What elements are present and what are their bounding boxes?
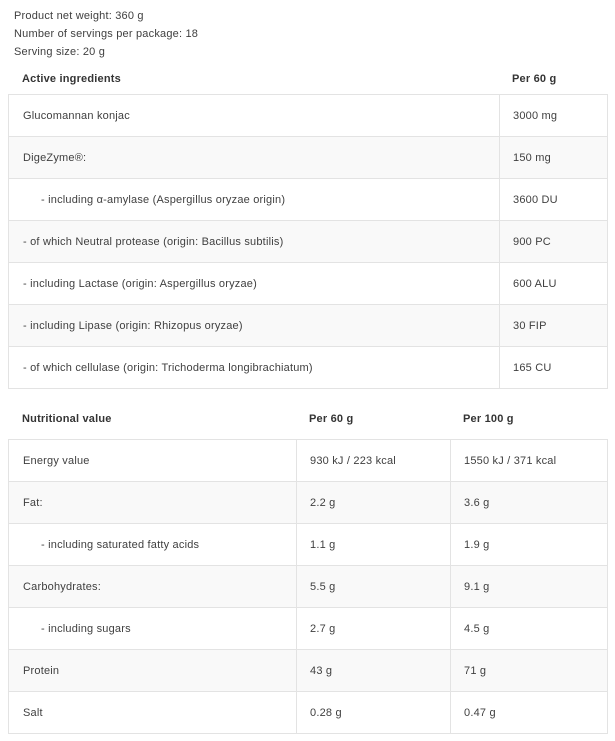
nutrient-value: 4.5 g	[450, 608, 607, 649]
ingredient-value: 30 FIP	[499, 305, 607, 346]
table-row	[9, 566, 607, 608]
ingredient-label: - of which cellulase (origin: Trichoderma longibrachiatum)	[23, 361, 313, 374]
table-row	[9, 179, 607, 221]
active-ingredients-header	[8, 73, 615, 86]
nutritional-value-col-per100: Per 100 g	[463, 413, 514, 425]
ingredient-value: 900 PC	[499, 221, 607, 262]
product-net-weight: Product net weight: 360 g	[14, 10, 144, 22]
nutrient-label: - including saturated fatty acids	[41, 538, 200, 551]
table-row	[9, 137, 607, 179]
nutrient-value: 71 g	[450, 650, 607, 691]
table-row	[9, 482, 607, 524]
nutrient-label: - including sugars	[41, 622, 131, 635]
nutrient-value: 2.2 g	[296, 482, 450, 523]
nutrient-value: 9.1 g	[450, 566, 607, 607]
nutrient-value: 1550 kJ / 371 kcal	[450, 440, 607, 481]
table-row	[9, 692, 607, 733]
nutrient-label: Fat:	[23, 496, 43, 509]
table-row	[9, 221, 607, 263]
ingredient-value: 150 mg	[499, 137, 607, 178]
ingredient-label: - including Lactase (origin: Aspergillus oryzae)	[23, 277, 257, 290]
ingredient-value: 600 ALU	[499, 263, 607, 304]
ingredient-value: 3000 mg	[499, 95, 607, 136]
nutrient-label: Protein	[23, 664, 60, 677]
nutritional-value-col-per60: Per 60 g	[309, 413, 354, 425]
ingredient-label: - of which Neutral protease (origin: Bacillus subtilis)	[23, 235, 284, 248]
serving-size: Serving size: 20 g	[14, 46, 106, 58]
table-row	[9, 263, 607, 305]
nutrient-value: 43 g	[296, 650, 450, 691]
table-row	[9, 650, 607, 692]
nutrient-label: Carbohydrates:	[23, 580, 102, 593]
nutrient-value: 5.5 g	[296, 566, 450, 607]
nutrient-value: 1.9 g	[450, 524, 607, 565]
active-ingredients-title: Active ingredients	[22, 73, 121, 85]
nutrient-label: Energy value	[23, 454, 90, 467]
nutritional-value-table	[8, 439, 608, 734]
nutritional-value-header	[8, 413, 615, 426]
table-row	[9, 440, 607, 482]
ingredient-value: 3600 DU	[499, 179, 607, 220]
ingredient-label: - including Lipase (origin: Rhizopus oryzae)	[23, 319, 243, 332]
active-ingredients-col-per60: Per 60 g	[512, 73, 557, 85]
nutrient-value: 0.47 g	[450, 692, 607, 733]
nutrient-value: 1.1 g	[296, 524, 450, 565]
ingredient-label: Glucomannan konjac	[23, 109, 130, 122]
table-row	[9, 305, 607, 347]
ingredient-value: 165 CU	[499, 347, 607, 388]
table-row	[9, 95, 607, 137]
nutrient-value: 3.6 g	[450, 482, 607, 523]
servings-per-package: Number of servings per package: 18	[14, 28, 199, 40]
nutrient-label: Salt	[23, 706, 43, 719]
ingredient-label: - including α-amylase (Aspergillus oryzae origin)	[41, 193, 286, 206]
ingredient-label: DigeZyme®:	[23, 151, 87, 164]
table-row	[9, 347, 607, 388]
nutrient-value: 0.28 g	[296, 692, 450, 733]
table-row	[9, 608, 607, 650]
table-row	[9, 524, 607, 566]
nutrient-value: 2.7 g	[296, 608, 450, 649]
nutritional-value-title: Nutritional value	[22, 413, 112, 425]
product-info	[0, 0, 615, 61]
nutrient-value: 930 kJ / 223 kcal	[296, 440, 450, 481]
active-ingredients-table	[8, 94, 608, 389]
